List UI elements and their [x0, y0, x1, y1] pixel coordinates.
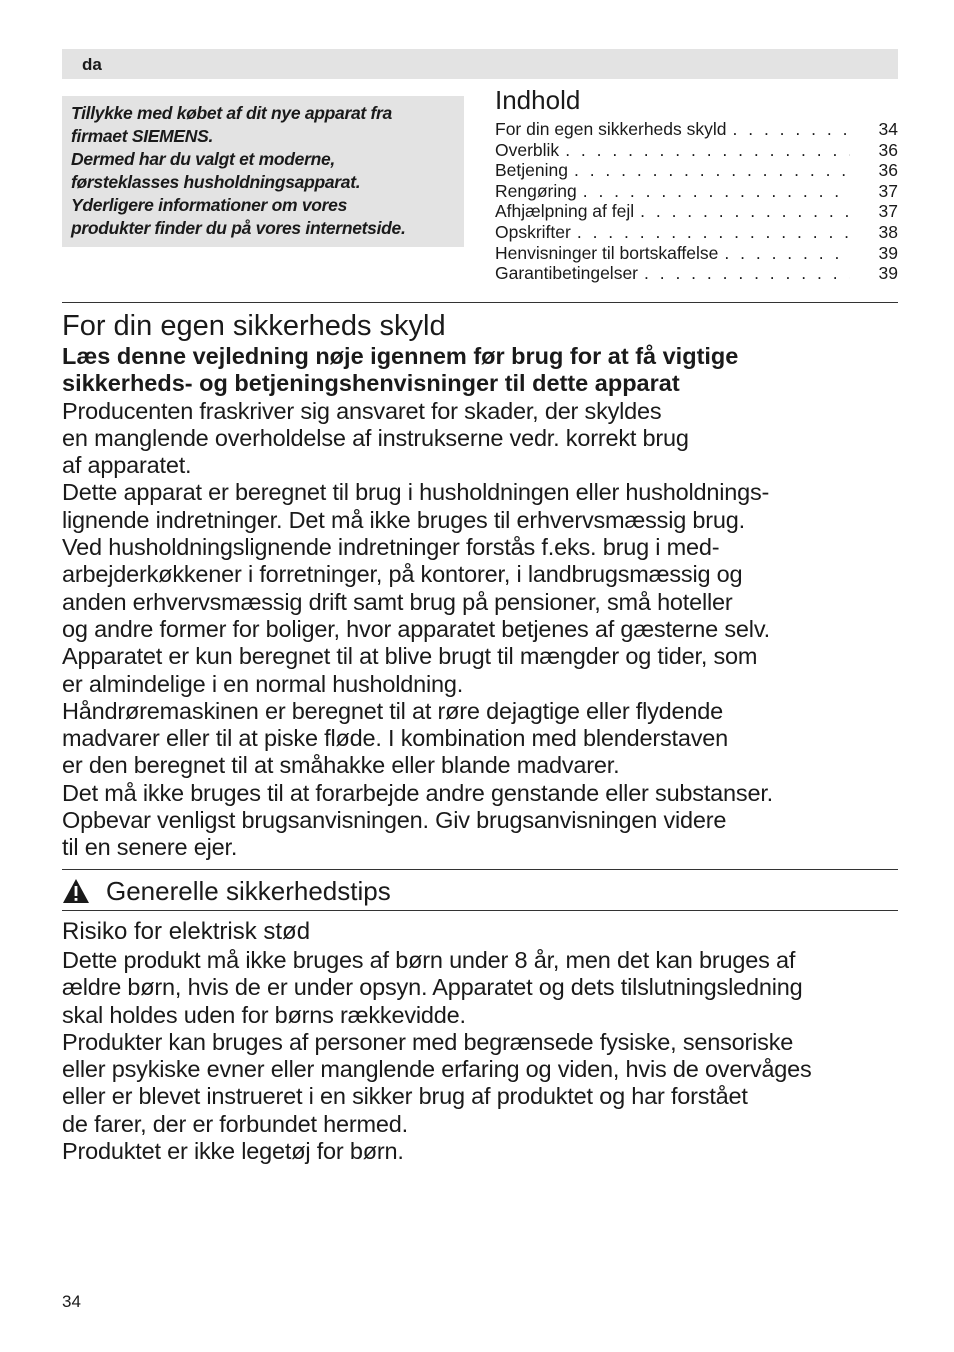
- toc-item-label: Rengøring: [495, 180, 577, 201]
- body-line: arbejderkøkkener i forretninger, på kontorer, i landbrugsmæssig og: [62, 561, 743, 588]
- body-line: Håndrøremaskinen er beregnet til at røre dejagtige eller flydende: [62, 697, 724, 724]
- toc-item-label: Garantibetingelser: [495, 263, 638, 284]
- body-line: Dette produkt må ikke bruges af børn under 8 år, men det kan bruges af: [62, 947, 796, 973]
- body-line: eller er blevet instrueret i en sikker brug af produktet og har forstået: [62, 1083, 748, 1110]
- body-line: Producenten fraskriver sig ansvaret for skader, der skyldes: [62, 397, 662, 424]
- toc-leader-dots: [583, 181, 850, 202]
- body-line: af apparatet.: [62, 452, 192, 479]
- body-line: Ved husholdningslignende indretninger forstås f.eks. brug i med-: [62, 534, 720, 561]
- body-line: og andre former for boliger, hvor apparatet betjenes af gæsterne selv.: [62, 615, 770, 642]
- body-line: eller psykiske evner eller manglende erfaring og viden, hvis de overvåges: [62, 1056, 812, 1083]
- body-line: skal holdes uden for børns rækkevidde.: [62, 1001, 466, 1028]
- safety-title: Generelle sikkerhedstips: [106, 875, 391, 906]
- toc-item-page: 36: [878, 160, 898, 181]
- general-safety-heading: [62, 874, 898, 908]
- toc-item-label: Overblik: [495, 139, 560, 160]
- warning-triangle-icon: [62, 878, 90, 904]
- body-line: madvarer eller til at piske fløde. I kombination med blenderstaven: [62, 725, 729, 752]
- intro-box: [62, 96, 464, 247]
- lead-line: sikkerheds- og betjeningshenvisninger til dette apparat: [62, 370, 680, 397]
- divider: [62, 910, 898, 911]
- intro-line: Tillykke med købet af dit nye apparat fra: [71, 103, 392, 123]
- toc-item[interactable]: [495, 181, 898, 202]
- body-line: Produktet er ikke legetøj for børn.: [62, 1138, 404, 1165]
- toc-item-page: 39: [878, 263, 898, 284]
- electric-shock-section: [62, 917, 898, 1165]
- body-line: lignende indretninger. Det må ikke bruges til erhvervsmæssig brug.: [62, 506, 745, 533]
- toc-title: Indhold: [495, 85, 581, 115]
- toc-item-label: For din egen sikkerheds skyld: [495, 119, 727, 139]
- body-line: Dette apparat er beregnet til brug i husholdningen eller husholdnings-: [62, 479, 770, 506]
- risk-title: Risiko for elektrisk stød: [62, 918, 311, 945]
- divider: [62, 869, 898, 870]
- body-line: ældre børn, hvis de er under opsyn. Apparatet og dets tilslutningsledning: [62, 974, 803, 1001]
- toc-item[interactable]: [495, 201, 898, 222]
- toc-item-page: 38: [878, 221, 898, 242]
- body-line: Opbevar venligst brugsanvisningen. Giv brugsanvisningen videre: [62, 807, 727, 834]
- toc-item[interactable]: [495, 222, 898, 243]
- toc-item[interactable]: [495, 140, 898, 161]
- toc-leader-dots: [565, 140, 850, 161]
- toc-leader-dots: [644, 263, 850, 284]
- toc-item[interactable]: [495, 263, 898, 284]
- toc-leader-dots: [640, 201, 850, 222]
- page-number: 34: [62, 1292, 81, 1311]
- toc-leader-dots: [733, 119, 851, 140]
- body-line: en manglende overholdelse af instrukserne vedr. korrekt brug: [62, 424, 689, 451]
- body-line: er den beregnet til at småhakke eller blande madvarer.: [62, 752, 620, 779]
- body-line: anden erhvervsmæssig drift samt brug på pensioner, små hoteller: [62, 588, 733, 615]
- toc-leader-dots: [724, 243, 850, 264]
- body-line: Apparatet er kun beregnet til at blive brugt til mængder og tider, som: [62, 643, 758, 670]
- toc-item[interactable]: [495, 243, 898, 264]
- body-line: til en senere ejer.: [62, 834, 238, 861]
- toc-item[interactable]: [495, 160, 898, 181]
- toc-item-page: 34: [878, 119, 898, 139]
- toc-item[interactable]: [495, 119, 898, 140]
- intro-line: Dermed har du valgt et moderne,: [71, 149, 335, 169]
- toc-item-label: Betjening: [495, 160, 568, 181]
- toc-item-label: Opskrifter: [495, 221, 571, 242]
- toc-item-page: 37: [878, 201, 898, 222]
- divider: [62, 302, 898, 303]
- safety-section: [62, 309, 898, 862]
- intro-line: førsteklasses husholdningsapparat.: [71, 172, 361, 192]
- body-line: Produkter kan bruges af personer med begrænsede fysiske, sensoriske: [62, 1028, 794, 1055]
- toc-item-page: 37: [878, 180, 898, 201]
- toc-leader-dots: [574, 160, 850, 181]
- toc-leader-dots: [577, 222, 850, 243]
- body-line: de farer, der er forbundet hermed.: [62, 1110, 408, 1137]
- toc-item-page: 36: [878, 139, 898, 160]
- language-code: da: [82, 55, 102, 74]
- toc-item-label: Afhjælpning af fejl: [495, 201, 635, 222]
- section-title: For din egen sikkerheds skyld: [62, 310, 446, 342]
- intro-line: produkter finder du på vores internetside.: [71, 218, 406, 238]
- body-line: Det må ikke bruges til at forarbejde andre genstande eller substanser.: [62, 779, 774, 806]
- language-bar: [62, 49, 898, 79]
- lead-line: Læs denne vejledning nøje igennem før brug for at få vigtige: [62, 343, 739, 369]
- intro-line: firmaet SIEMENS.: [71, 126, 214, 146]
- body-line: er almindelige i en normal husholdning.: [62, 670, 464, 697]
- toc-item-page: 39: [878, 242, 898, 263]
- table-of-contents: [495, 84, 898, 284]
- intro-line: Yderligere informationer om vores: [71, 195, 348, 215]
- toc-item-label: Henvisninger til bortskaffelse: [495, 242, 719, 263]
